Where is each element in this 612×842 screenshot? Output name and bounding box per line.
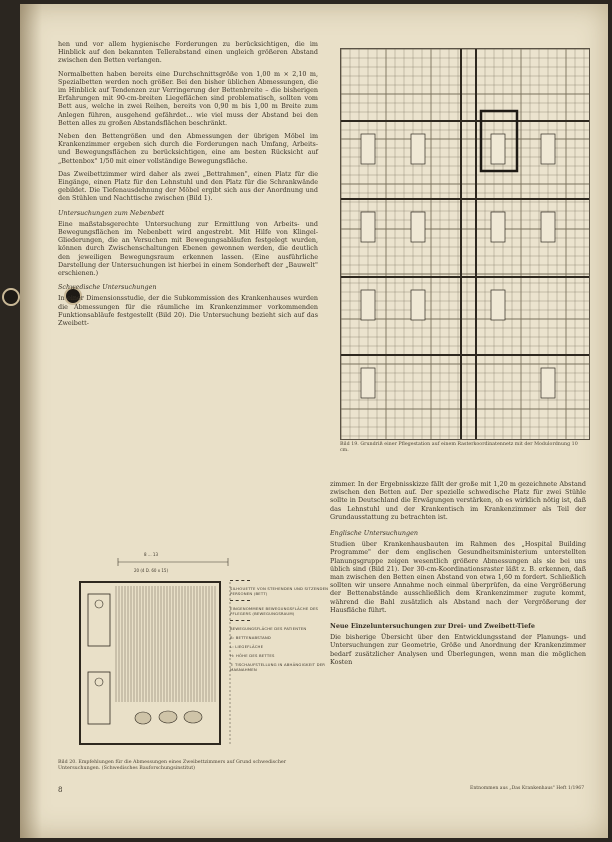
paragraph: hen und vor allem hygienische Forderungen zu berücksichtigen, die im Hinblick auf den bekannten Tellerabstand einen ungleich größeren Abstand zwischen den Betten verlangen. [58,40,318,65]
legend-symbol [230,600,250,604]
bed [88,594,110,646]
bed [491,290,505,320]
bed [491,212,505,242]
bed [411,290,425,320]
dimension-label: 20 (4 D. 60 x 15) [134,568,169,573]
legend-item [230,635,330,640]
section-heading: Untersuchungen zum Nebenbett [58,208,165,217]
section-heading: Englische Untersuchungen [330,529,418,538]
right-text-column [330,480,586,671]
figure-caption: Bild 19. Grundriß einer Pflegestation auf einem Rasterkoordinatennetz mit der Modulordnung 10 cm. [340,442,578,453]
legend-item [230,600,330,616]
bed [88,672,110,724]
legend-label: SILHOUETTE VON STEHENDEN UND SITZENDEN PERSONEN (BETT) [230,586,329,596]
bed [411,212,425,242]
bed [361,134,375,164]
paragraph: Die bisherige Übersicht über den Entwicklungsstand der Planungs- und Untersuchungen zur Geometrie, Größe und Anordnung der Krankenzimmer bedarf zusätzlicher Analysen und Überlegungen, wenn man die möglichen Kosten [330,633,586,666]
legend-label: H: HÖHE DES BETTES [230,653,275,658]
left-text-column [58,40,318,332]
legend-label: B: BETTENABSTAND [230,635,272,640]
figure-legend [230,580,330,676]
legend-symbol [230,580,250,584]
floor-plan-figure [340,48,590,440]
floor-hatching [116,586,215,702]
legend-item [230,644,330,649]
person-silhouette [135,712,151,724]
paragraph: In einer Dimensionsstudie, der die Subkommission des Krankenhauses wurden die Abmessungen für die räumliche im Krankenzimmer vorkommenden Funktionsabläufe festgestellt (Bild 20). Die Untersuchung bezieht sich auf das Zweibett- [58,294,318,328]
person-silhouette [184,711,202,723]
punch-hole-top [2,288,20,306]
floor-plan-drawing [341,49,589,439]
page-number: 8 [58,786,63,794]
person-silhouette [159,711,177,723]
bed [361,290,375,320]
paragraph: Normalbetten haben bereits eine Durchschnittsgröße von 1,00 m × 2,10 m, Spezialbetten werden noch größer. Bei den bisher üblichen Abmessungen, die im Hinblick auf Tendenzen zur Verringerung der Bettenbreite – die bisherigen Erfahrungen mit 90-cm-breiten Liegeflächen sind problematisch, sollten vom Bett aus, welche in zwei Reihen, bereits von 0,90 m bis 1,00 m Breite zum Anlegen führen, ausgehend gefährdet... wie viel muss der Abstand bei den Betten alles zu großen Abstandsflächen beschränkt. [58,69,318,127]
source-note: Entnommen aus „Das Krankenhaus" Heft 1/1967 [470,786,585,791]
legend-item [230,620,330,631]
legend-label: L: LIEGEFLÄCHE [230,644,264,649]
paragraph: Studien über Krankenhausbauten im Rahmen des „Hospital Building Programme" der dem englischen Gesundheitsministerium unterstellten Planungsgruppe zeigen wesentlich größere Abmessungen als sie bei uns üblich sind (Bild 21). Der 30-cm-Koordinationsraster läßt z. B. erkennen, daß man zwischen den Betten einen Abstand von etwa 1,60 m fordert. Schließlich sollten wir unsere Annahme noch einmal überprüfen, da eine Vergrößerung der Bettenabstände ausschließlich dem Krankenzimmer zugute kommt, während die Bahl zusätzlich als Abstand nach der Vergrößerung der Hausfläche führt. [330,540,586,614]
bed [541,212,555,242]
paragraph: zimmer. In der Ergebnisskizze fällt der große mit 1,20 m gezeichnete Abstand zwischen den Betten auf. Der spezielle schwedische Platz für zwei Stühle sollte in Deutschland die Erwägungen verstärken, ob es wirklich nötig ist, daß das Lehnstuhl und der Krankentisch im Krankenzimmer als Teil der Grundausstattung zu betrachten ist. [330,480,586,521]
dimension-label: 8 ... 13 [144,552,158,557]
page-fold-shadow [20,4,42,838]
legend-symbol [230,620,250,624]
paragraph: Neben den Bettengrößen und den Abmessungen der übrigen Möbel im Krankenzimmer ergeben sich durch die Forderungen nach Umfang, Arbeits- und Bewegungsflächen zu berücksichtigen, eine am besten Rücksicht auf „Bettenbox" 1/50 mit einer vollständige Bewegungsfläche. [58,132,318,165]
paragraph: Eine maßstabsgerechte Untersuchung zur Ermittlung von Arbeits- und Bewegungsflächen im Nebenbett wird angestrebt. Mit Hilfe von Klingel-Gliederungen, die an Versuchen mit Bewegungsabläufen festgelegt wurden, können durch Zwischenschaltungen Ebenen gewonnen werden, die deutlich den jeweiligen Bewegungsraum erkennen lassen. (Eine ausführliche Darstellung der Untersuchungen ist hierbei in einem Sonderheft der „Bauwelt" erschienen.) [58,219,318,278]
legend-item [230,580,330,596]
bed [541,134,555,164]
bed [491,134,505,164]
legend-label: EINGENOMMENE BEWEGUNGSFLÄCHE DES PFLEGERS (BEWEGUNGSRAUM) [230,606,319,616]
legend-item [230,653,330,658]
section-heading: Neue Einzeluntersuchungen zur Drei- und Zweibett-Tiefe [330,622,535,631]
legend-item [230,662,330,672]
bed [541,368,555,398]
section-heading: Schwedische Untersuchungen [58,283,157,292]
bed [361,368,375,398]
bed [361,212,375,242]
figure-caption: Bild 20. Empfehlungen für die Abmessungen eines Zweibettzimmers auf Grund schwedischer Untersuchungen. (Schwedisches Bauforschungsinstitut) [58,760,287,771]
paragraph: Das Zweibettzimmer wird daher als zwei „Bettrahmen", einen Platz für die Eingänge, einen Platz für den Lehnstuhl und den Platz für die Schrankwände gebildet. Die Tiefenausdehnung der Möbel ergibt sich aus der Anordnung und den Stühlen und Nachttische zwischen (Bild 1). [58,169,318,203]
bed [411,134,425,164]
legend-label: BEWEGUNGSFLÄCHE DES PATIENTEN [230,626,307,631]
legend-label: T: TISCHAUFSTELLUNG IN ABHÄNGIGKEIT DER MAßNAHMEN [230,662,326,672]
